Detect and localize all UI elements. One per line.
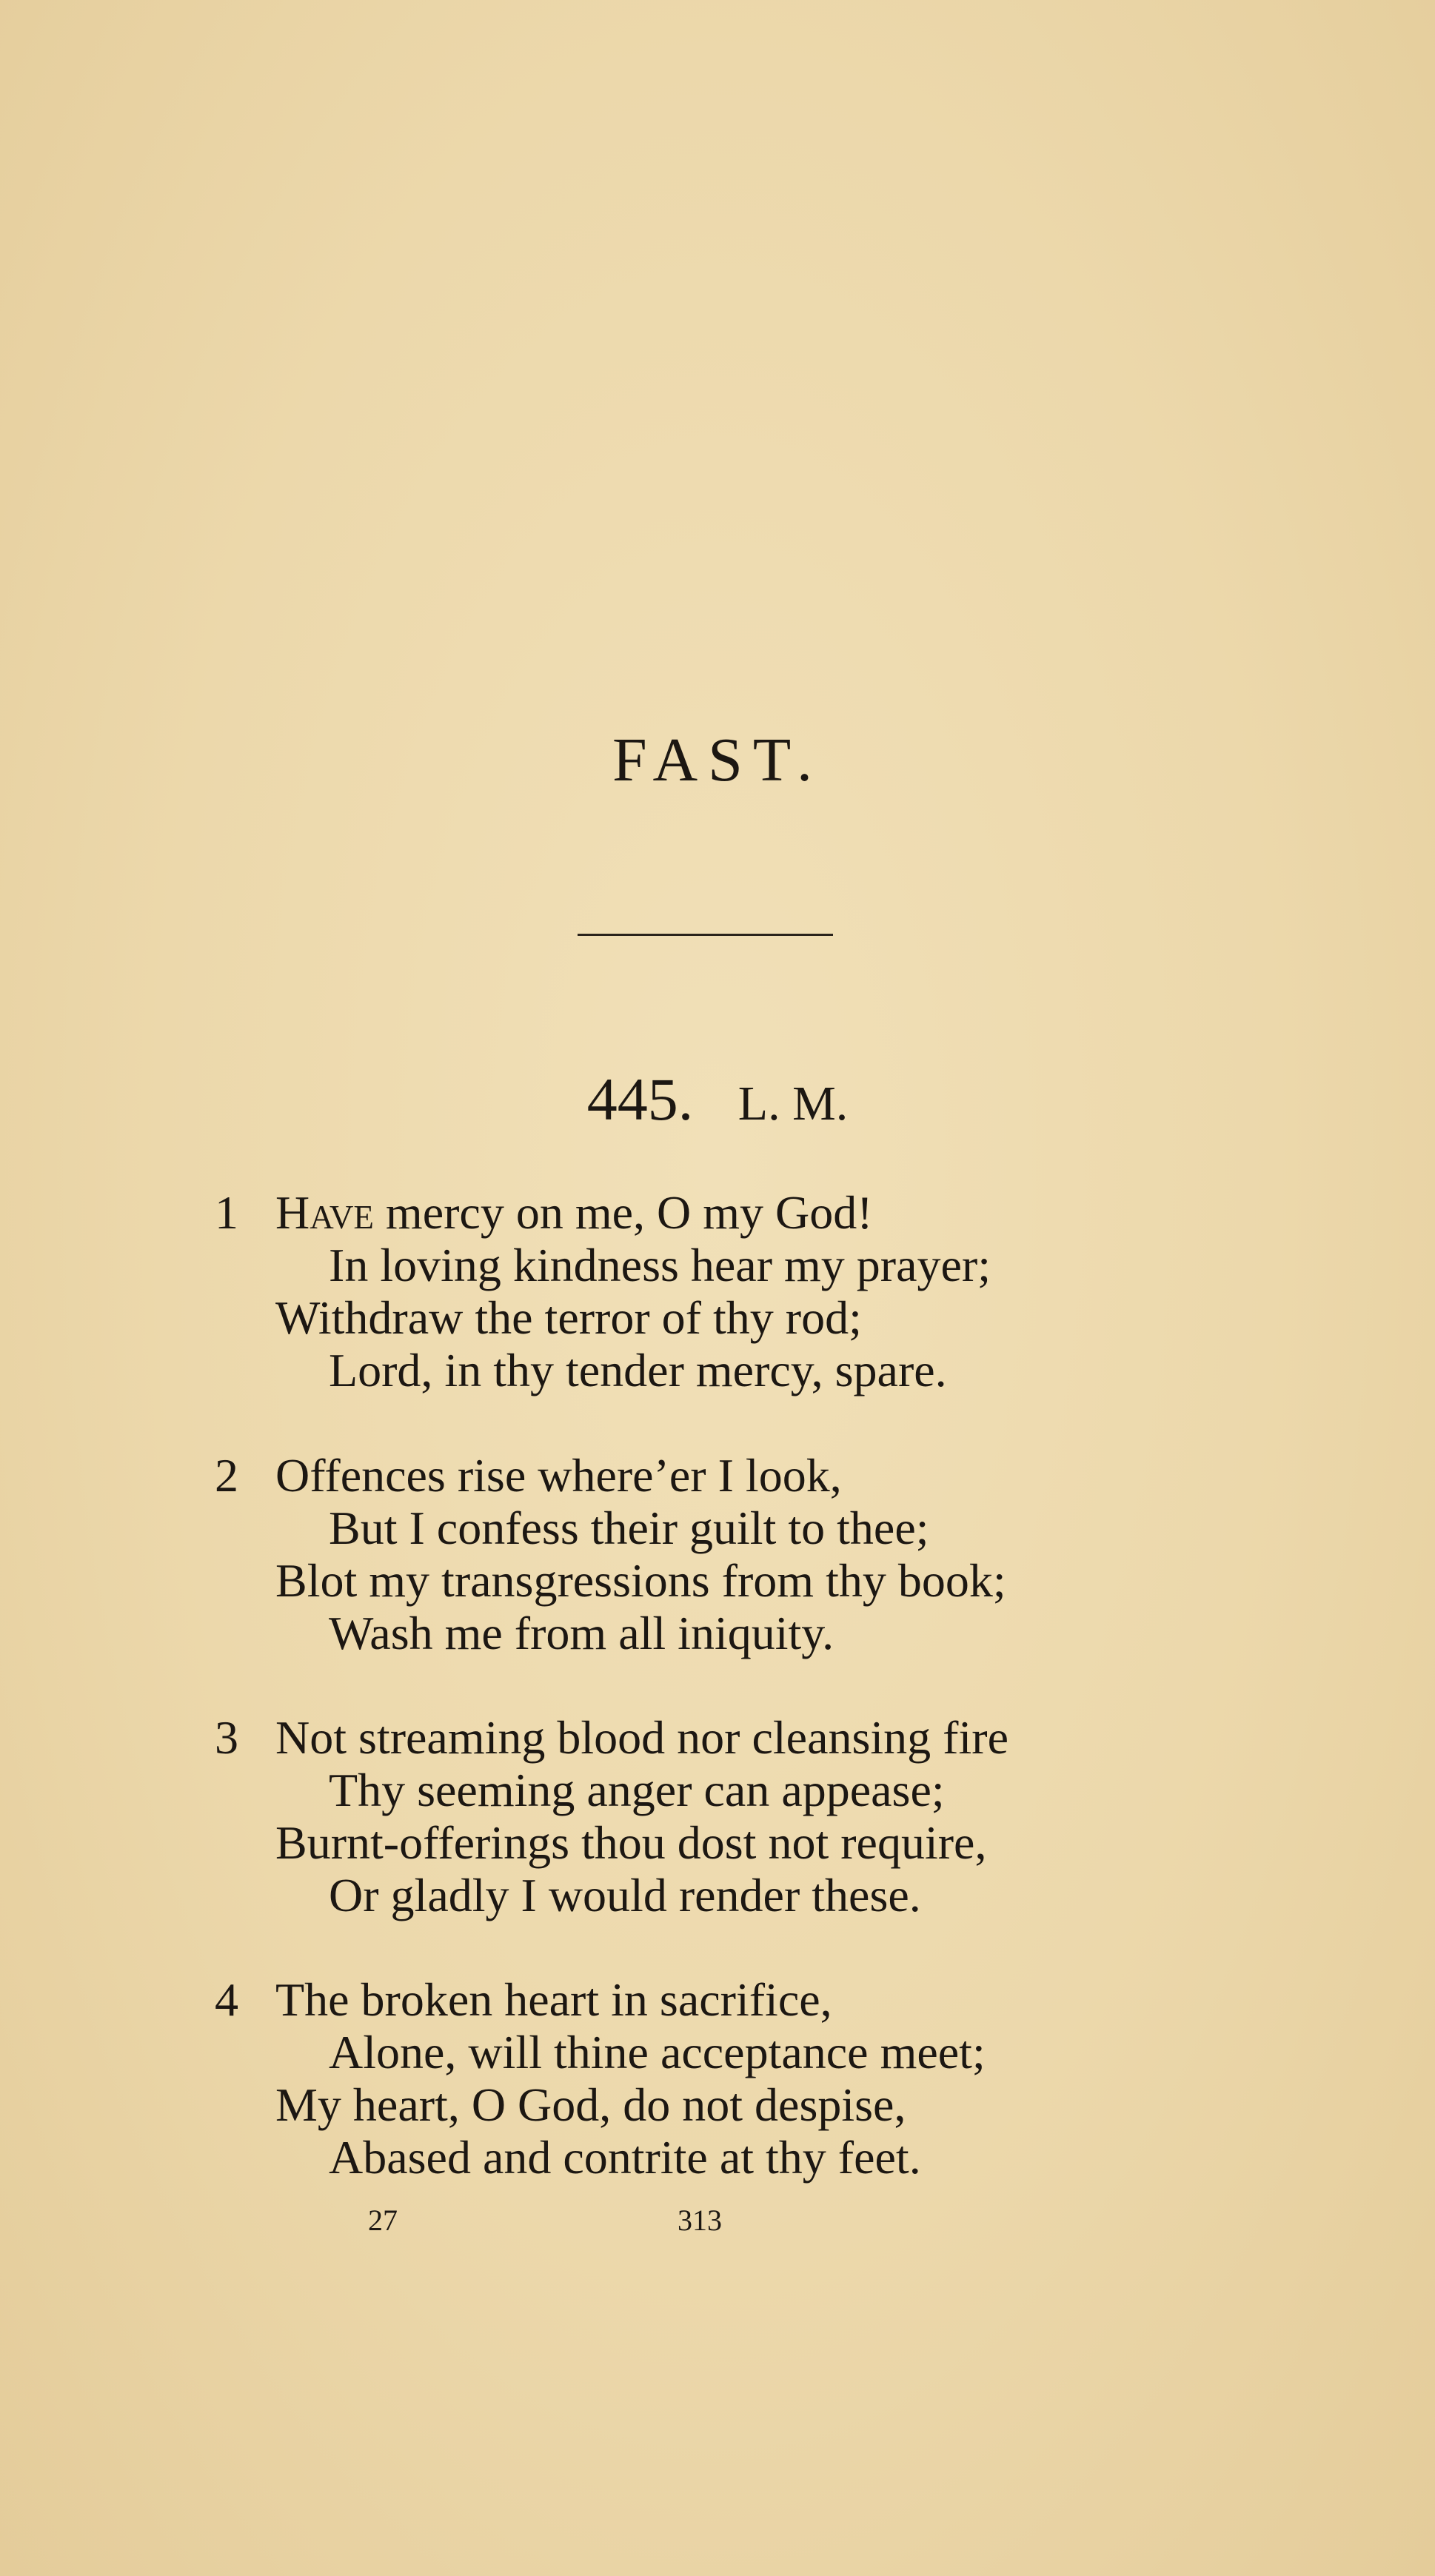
line-text: Abased and contrite at thy feet. (329, 2131, 921, 2184)
stanza-line (215, 1344, 1251, 1396)
line-text: Thy seeming anger can appease; (329, 1764, 945, 1816)
line-text (275, 1186, 873, 1239)
line-text: Withdraw the terror of thy rod; (275, 1291, 862, 1344)
page-footer (0, 2203, 1435, 2240)
stanza-2 (215, 1449, 1251, 1659)
line-text: Burnt-offerings thou dost not require, (275, 1816, 987, 1869)
stanza-number: 2 (215, 1449, 238, 1502)
stanza-line (215, 1711, 1251, 1764)
line-text: The broken heart in sacrifice, (275, 1973, 832, 2026)
stanza-line (215, 1816, 1251, 1869)
line-text: Blot my transgressions from thy book; (275, 1554, 1006, 1607)
signature-mark: 27 (368, 2204, 398, 2237)
stanza-line (215, 2026, 1251, 2078)
stanza-number: 1 (215, 1186, 238, 1239)
stanza-line (215, 1186, 1251, 1239)
stanza-1 (215, 1186, 1251, 1396)
stanza-line (215, 1291, 1251, 1344)
section-title: FAST. (612, 726, 823, 794)
page-number: 313 (678, 2204, 722, 2237)
stanza-number: 3 (215, 1711, 238, 1764)
hymn-meter: L. M. (737, 1077, 849, 1131)
stanza-line (215, 1973, 1251, 2026)
stanza-line (215, 1239, 1251, 1291)
line-text: Lord, in thy tender mercy, spare. (329, 1344, 947, 1396)
line-rest: mercy on me, O my God! (373, 1186, 873, 1239)
line-text: But I confess their guilt to thee; (329, 1502, 929, 1554)
stanza-line (215, 1869, 1251, 1921)
stanza-line (215, 2078, 1251, 2131)
line-text: Alone, will thine acceptance meet; (329, 2026, 986, 2078)
stanza-line (215, 2131, 1251, 2184)
line-text: Offences rise where’er I look, (275, 1449, 842, 1502)
stanza-line (215, 1502, 1251, 1554)
line-text: Not streaming blood nor cleansing fire (275, 1711, 1008, 1764)
stanza-line (215, 1764, 1251, 1816)
stanza-line (215, 1607, 1251, 1659)
stanza-line (215, 1554, 1251, 1607)
line-text: My heart, O God, do not despise, (275, 2078, 906, 2131)
line-first-word: Have (275, 1186, 374, 1239)
hymn-number: 445. (586, 1065, 694, 1133)
line-text: Or gladly I would render these. (329, 1869, 921, 1921)
title-divider (578, 934, 833, 936)
stanza-3 (215, 1711, 1251, 1921)
stanza-number: 4 (215, 1973, 238, 2026)
stanza-4 (215, 1973, 1251, 2184)
line-text: In loving kindness hear my prayer; (329, 1239, 991, 1291)
line-text: Wash me from all iniquity. (329, 1607, 834, 1659)
hymn-heading (0, 1065, 1435, 1133)
stanza-line (215, 1449, 1251, 1502)
